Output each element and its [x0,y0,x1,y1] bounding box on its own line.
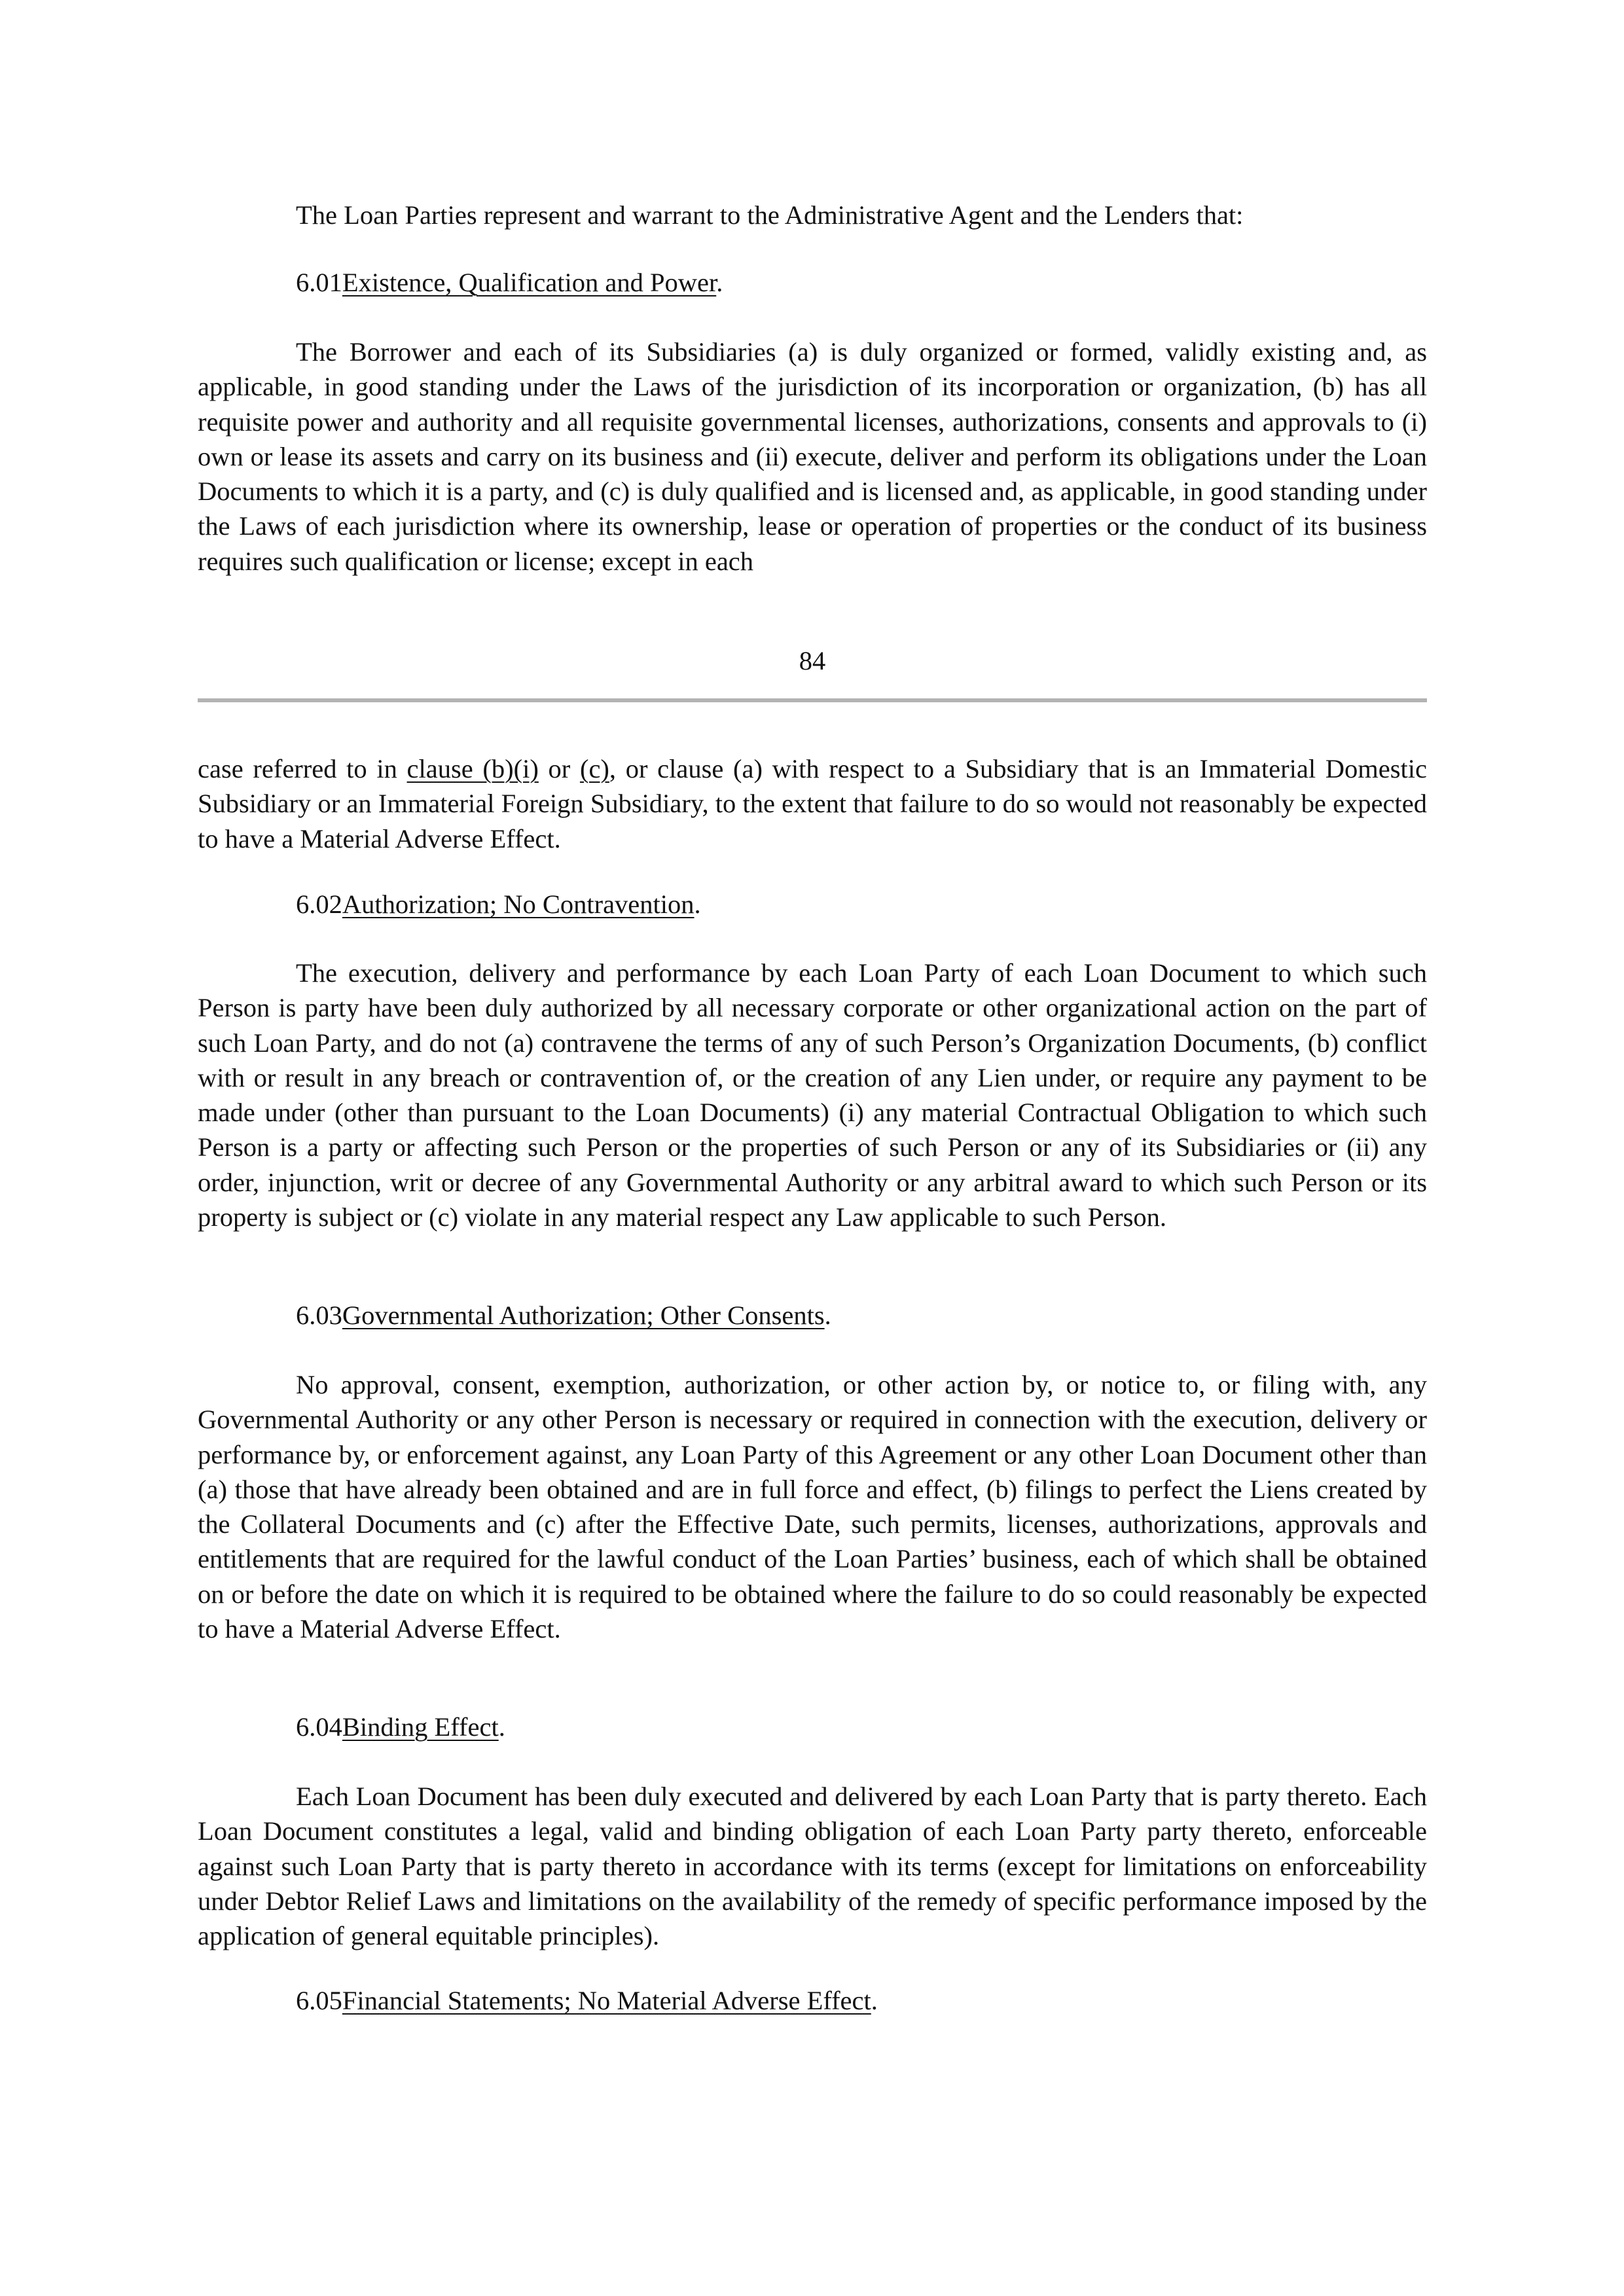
continuation-paragraph [198,751,1427,856]
section-6-04-heading: 6.04Binding Effect. [296,1712,505,1742]
section-6-02-heading: 6.02Authorization; No Contravention. [296,889,701,919]
continuation-text: , or clause (a) with respect to a Subsidiary that is an Immaterial Domestic Subsidiary or an Immaterial Foreign Subsidiary, to the extent that failure to do so would not reasonably be expected to have a Material Adverse Effect. [198,754,1427,853]
section-6-04-body: Each Loan Document has been duly executed and delivered by each Loan Party that is party thereto. Each Loan Document constitutes a legal, valid and binding obligation of each Loan Party party thereto, enforceable against such Loan Party that is party thereto in accordance with its terms (except for limitations on enforceability under Debtor Relief Laws and limitations on the availability of the remedy of specific performance imposed by the application of general equitable principles). [198,1782,1427,1951]
section-title: Existence, Qualification and Power [342,268,717,297]
section-title: Governmental Authorization; Other Consents [342,1300,825,1330]
section-number: 6.04 [296,1712,342,1742]
cross-reference: (c) [579,754,609,783]
section-6-01-heading: 6.01Existence, Qualification and Power. [296,268,723,297]
section-6-03-body: No approval, consent, exemption, authorization, or other action by, or notice to, or filing with, any Governmental Authority or any other Person is necessary or required in connection with the execution, delivery or performance by, or enforcement against, any Loan Party of this Agreement or any other Loan Document other than (a) those that have already been obtained and are in full force and effect, (b) filings to perfect the Liens created by the Collateral Documents and (c) after the Effective Date, such permits, licenses, authorizations, approvals and entitlements that are required for the lawful conduct of the Loan Parties’ business, each of which shall be obtained on or before the date on which it is required to be obtained where the failure to do so could reasonably be expected to have a Material Adverse Effect. [198,1370,1427,1644]
section-number: 6.02 [296,889,342,919]
section-6-05-heading: 6.05Financial Statements; No Material Adverse Effect. [296,1986,878,2015]
section-6-03-heading: 6.03Governmental Authorization; Other Consents. [296,1300,831,1330]
section-title: Authorization; No Contravention [342,889,695,919]
section-number: 6.03 [296,1300,342,1330]
section-title: Financial Statements; No Material Adverse Effect [342,1986,871,2015]
cross-reference: clause (b)(i) [406,754,539,783]
section-6-01-body: The Borrower and each of its Subsidiaries (a) is duly organized or formed, validly existing and, as applicable, in good standing under the Laws of the jurisdiction of its incorporation or organization, (b) has all requisite power and authority and all requisite governmental licenses, authorizations, consents and approvals to (i) own or lease its assets and carry on its business and (ii) execute, deliver and perform its obligations under the Loan Documents to which it is a party, and (c) is duly qualified and is licensed and, as applicable, in good standing under the Laws of each jurisdiction where its ownership, lease or operation of properties or the conduct of its business requires such qualification or license; except in each [198,337,1427,576]
continuation-text: case referred to in [198,754,407,783]
section-title: Binding Effect [342,1712,499,1742]
section-number: 6.01 [296,268,342,297]
section-6-02-body: The execution, delivery and performance by each Loan Party of each Loan Document to which such Person is party have been duly authorized by all necessary corporate or other organizational action on the part of such Loan Party, and do not (a) contravene the terms of any of such Person’s Organization Documents, (b) conflict with or result in any breach or contravention of, or the creation of any Lien under, or require any payment to be made under (other than pursuant to the Loan Documents) (i) any material Contractual Obligation to which such Person is a party or affecting such Person or the properties of such Person or any of its Subsidiaries or (ii) any order, injunction, writ or decree of any Governmental Authority or any arbitral award to which such Person or its property is subject or (c) violate in any material respect any Law applicable to such Person. [198,958,1427,1232]
page-break-divider [198,698,1427,702]
page-number: 84 [799,646,826,675]
intro-paragraph: The Loan Parties represent and warrant to the Administrative Agent and the Lenders that: [296,200,1244,230]
continuation-text: or [538,754,580,783]
section-number: 6.05 [296,1986,342,2015]
